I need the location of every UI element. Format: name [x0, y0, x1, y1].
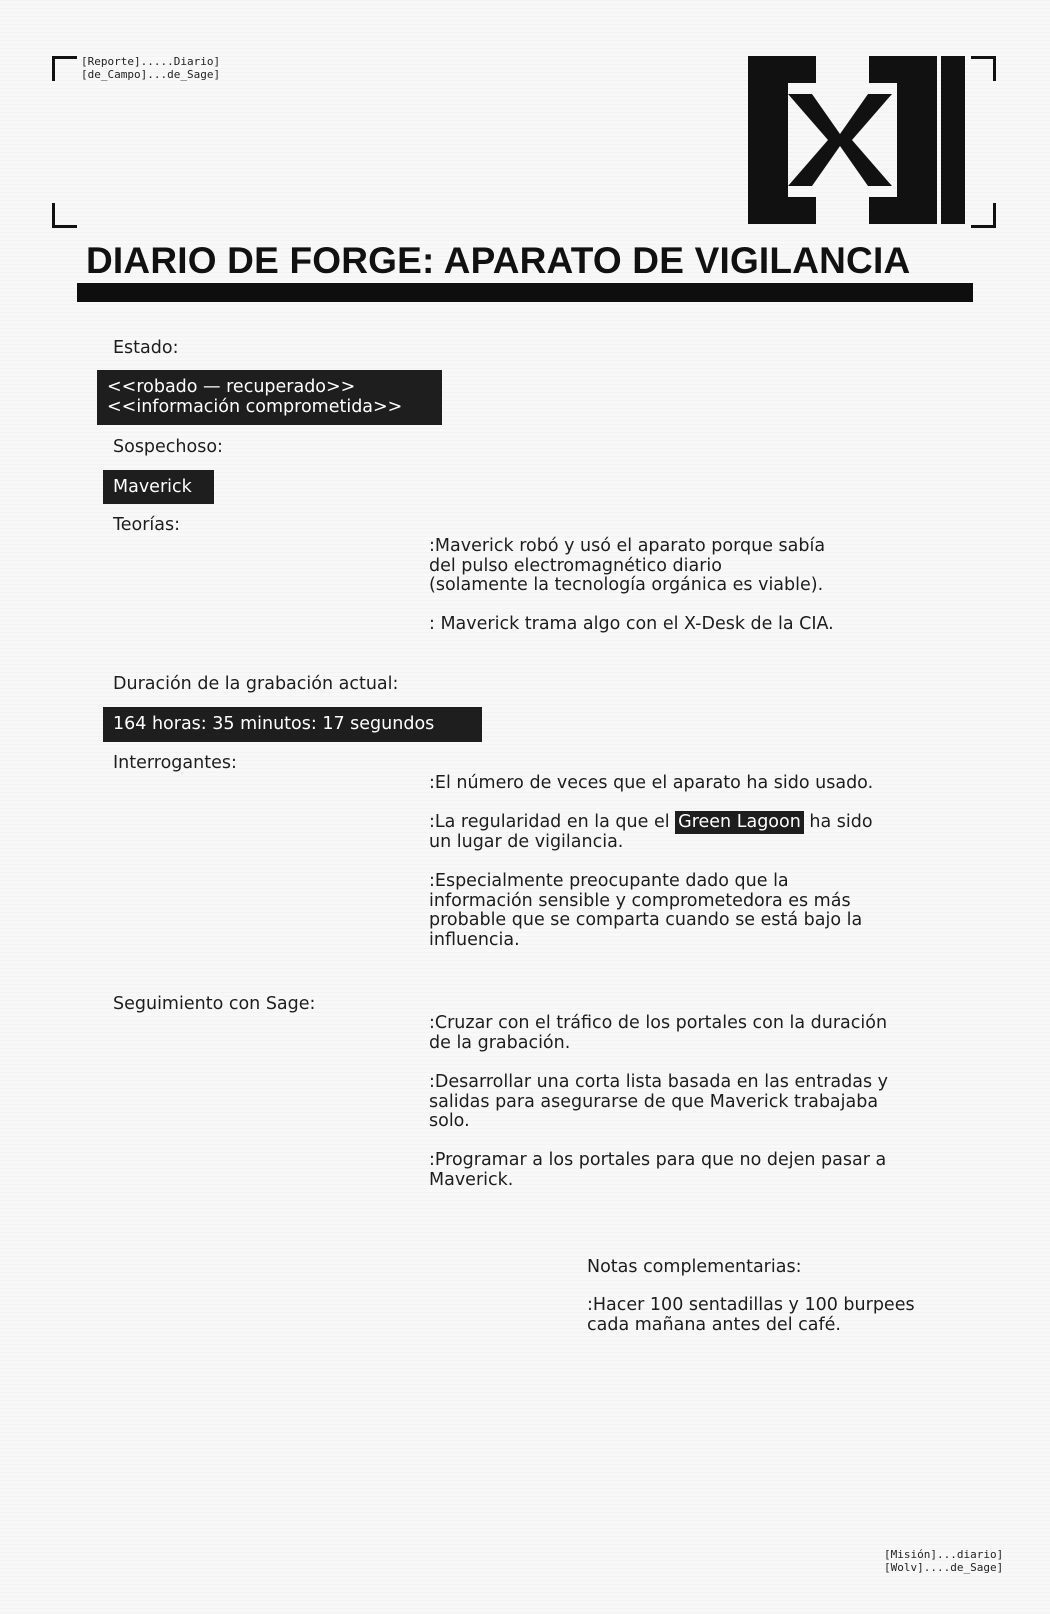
notas-item-1-line-1: :Hacer 100 sentadillas y 100 burpees [587, 1295, 915, 1315]
teorias-item-1 [429, 537, 825, 596]
footer-code-line-1: [Misión]...diario] [884, 1548, 1004, 1561]
interrogantes-item-2-before: :La regularidad en la que el [429, 812, 676, 832]
header-report-code [81, 55, 220, 81]
interrogantes-item-2 [429, 813, 873, 852]
seguimiento-item-1 [429, 1014, 887, 1053]
corner-bracket-top-right [971, 56, 996, 81]
notas-label: Notas complementarias: [587, 1257, 802, 1277]
estado-value-line-1: <<robado — recuperado>> [107, 377, 356, 397]
estado-value-line-2: <<información comprometida>> [107, 397, 403, 417]
corner-bracket-top-left [52, 56, 77, 81]
teorias-item-1-line-3: (solamente la tecnología orgánica es viable). [429, 575, 824, 596]
interrogantes-item-3-line-4: influencia. [429, 929, 520, 950]
notas-item-1-line-2: cada mañana antes del café. [587, 1314, 841, 1335]
interrogantes-item-3 [429, 872, 862, 950]
seguimiento-item-2 [429, 1073, 888, 1132]
x-bracket-logo-icon [748, 56, 965, 224]
interrogantes-label: Interrogantes: [113, 753, 237, 773]
seguimiento-item-1-line-1: :Cruzar con el tráfico de los portales con la duración [429, 1013, 888, 1033]
header-code-line-2: [de_Campo]...de_Sage] [81, 68, 221, 81]
seguimiento-item-2-line-2: salidas para asegurarse de que Maverick trabajaba [429, 1091, 879, 1112]
teorias-label: Teorías: [113, 515, 180, 535]
sospechoso-value: Maverick [103, 470, 214, 504]
teorias-item-2 [429, 615, 834, 635]
interrogantes-item-3-line-3: probable que se comparta cuando se está bajo la [429, 910, 863, 931]
interrogantes-item-2-line-2: un lugar de vigilancia. [429, 831, 624, 852]
seguimiento-item-3-line-1: :Programar a los portales para que no dejen pasar a [429, 1150, 887, 1170]
notas-item-1 [587, 1296, 915, 1335]
page-title: DIARIO DE FORGE: APARATO DE VIGILANCIA [86, 240, 911, 281]
seguimiento-item-2-line-1: :Desarrollar una corta lista basada en las entradas y [429, 1072, 888, 1092]
interrogantes-item-3-line-1: :Especialmente preocupante dado que la [429, 871, 789, 891]
seguimiento-item-2-line-3: solo. [429, 1111, 470, 1132]
header-code-line-1: [Reporte].....Diario] [81, 55, 221, 68]
estado-label: Estado: [113, 338, 179, 358]
interrogantes-item-3-line-2: información sensible y comprometedora es más [429, 890, 851, 911]
seguimiento-item-3 [429, 1151, 886, 1190]
interrogantes-item-1 [429, 774, 873, 794]
seguimiento-item-3-line-2: Maverick. [429, 1169, 514, 1190]
duracion-value: 164 horas: 35 minutos: 17 segundos [103, 707, 482, 742]
corner-bracket-bottom-left [52, 203, 77, 228]
green-lagoon-highlight: Green Lagoon [675, 811, 804, 834]
duracion-label: Duración de la grabación actual: [113, 674, 399, 694]
interrogantes-item-2-after: ha sido [803, 812, 873, 832]
interrogantes-item-2-line-1 [429, 813, 873, 833]
footer-mission-code [884, 1548, 1003, 1574]
sospechoso-label: Sospechoso: [113, 437, 223, 457]
teorias-item-1-line-2: del pulso electromagnético diario [429, 555, 722, 576]
estado-value-box [97, 370, 442, 425]
teorias-item-2-text: : Maverick trama algo con el X-Desk de la CIA. [429, 614, 834, 634]
footer-code-line-2: [Wolv]....de_Sage] [884, 1561, 1004, 1574]
teorias-item-1-line-1: :Maverick robó y usó el aparato porque sabía [429, 536, 826, 556]
corner-bracket-bottom-right [971, 203, 996, 228]
interrogantes-item-1-text: :El número de veces que el aparato ha sido usado. [429, 773, 874, 793]
seguimiento-item-1-line-2: de la grabación. [429, 1032, 571, 1053]
title-underline-bar [77, 283, 973, 302]
seguimiento-label: Seguimiento con Sage: [113, 994, 316, 1014]
